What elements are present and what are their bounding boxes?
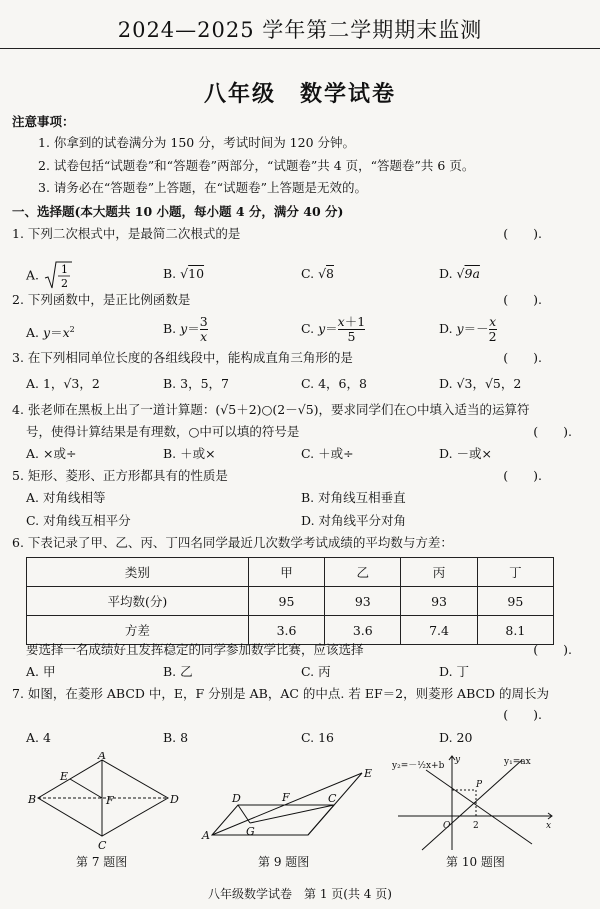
question-4-stem: 4. 张老师在黑板上出了一道计算题：(√5＋2)○(2－√5)，要求同学们在○中填入适当的运算符 [12, 402, 530, 417]
answer-paren: ( ). [503, 226, 542, 241]
figure-7-rhombus [20, 752, 190, 857]
q6-option-d: D. 丁 [439, 664, 470, 679]
q6-option-b: B. 乙 [163, 664, 193, 679]
question-6-stem: 6. 下表记录了甲、乙、丙、丁四名同学最近几次数学考试成绩的平均数与方差： [12, 535, 453, 550]
q7-option-a: A. 4 [26, 730, 51, 745]
answer-paren: ( ). [533, 424, 572, 439]
table-cell: 平均数(分) [27, 587, 249, 616]
equation-y2-label: y₂=－½x+b [392, 761, 445, 771]
q4-option-a: A. ×或÷ [26, 446, 77, 461]
table-cell: 方差 [27, 616, 249, 645]
notice-heading: 注意事项： [12, 114, 75, 129]
svg-text:D: D [170, 793, 179, 806]
equation-y1-label: y₁=ax [504, 757, 531, 767]
svg-text:C: C [98, 839, 107, 852]
table-cell: 93 [325, 587, 401, 616]
q6-option-a: A. 甲 [26, 664, 56, 679]
answer-paren: ( ). [503, 292, 542, 307]
q2-option-a: A. $y=x^2$ [26, 325, 75, 341]
table-row [27, 616, 554, 645]
svg-text:E: E [60, 770, 69, 783]
svg-text:P: P [476, 780, 483, 790]
question-3-stem: 3. 在下列相同单位长度的各组线段中，能构成直角三角形的是 [12, 350, 353, 365]
svg-text:x: x [546, 821, 552, 831]
svg-text:A: A [98, 752, 106, 762]
q5-option-b: B. 对角线互相垂直 [301, 490, 406, 505]
figure-9-diagram [200, 765, 375, 850]
question-6-line2: 要选择一名成绩好且发挥稳定的同学参加数学比赛，应该选择 ( ). [26, 642, 572, 657]
svg-text:D: D [232, 792, 241, 805]
svg-text:A: A [202, 829, 210, 842]
q2-option-c: C. y＝ $\frac{x+1}{5}$ [301, 314, 366, 344]
figure-10-caption: 第 10 题图 [446, 855, 505, 869]
answer-paren: ( ). [503, 707, 542, 722]
table-cell: 丁 [477, 558, 553, 587]
section-heading: 一、选择题(本大题共 10 小题，每小题 4 分，满分 40 分) [12, 204, 344, 219]
svg-text:C: C [328, 792, 337, 805]
table-cell: 乙 [325, 558, 401, 587]
q5-option-a: A. 对角线相等 [26, 490, 106, 505]
axis-tick-2: 2 [473, 821, 479, 831]
notice-item-1: 1. 你拿到的试卷满分为 150 分，考试时间为 120 分钟。 [38, 135, 356, 150]
exam-header-title: 2024—2025 学年第二学期期末监测 [117, 18, 483, 42]
page-footer: 八年级数学试卷 第 1 页(共 4 页) [208, 887, 392, 901]
table-cell: 93 [401, 587, 477, 616]
question-5-stem: 5. 矩形、菱形、正方形都具有的性质是 [12, 468, 228, 483]
q1-option-d: D. √9a [439, 266, 480, 281]
q1-option-a: A. 1 2 [26, 260, 73, 292]
table-cell: 类别 [27, 558, 249, 587]
svg-text:E: E [364, 767, 373, 780]
q7-option-b: B. 8 [163, 730, 189, 745]
table-row [27, 587, 554, 616]
figure-10-graph [392, 752, 562, 852]
q4-option-b: B. ＋或× [163, 446, 216, 461]
svg-text:F: F [106, 794, 114, 807]
notice-item-2: 2. 试卷包括“试题卷”和“答题卷”两部分，“试题卷”共 4 页，“答题卷”共 6 页。 [38, 158, 475, 173]
answer-paren: ( ). [533, 642, 572, 657]
sqrt-half-icon [43, 260, 73, 292]
q3-option-c: C. 4，6，8 [301, 376, 367, 391]
question-4-line2: 号，使得计算结果是有理数，○中可以填的符号是 ( ). [26, 424, 572, 439]
table-cell: 3.6 [248, 616, 324, 645]
table-cell: 95 [248, 587, 324, 616]
q4-option-d: D. －或× [439, 446, 492, 461]
q2-option-b: B. y＝ $\frac{3}{x}$ [163, 314, 208, 344]
header-divider [0, 48, 600, 49]
q2-option-d: D. y＝－ $\frac{x}{2}$ [439, 314, 497, 344]
q4-option-c: C. ＋或÷ [301, 446, 354, 461]
table-row [27, 558, 554, 587]
q3-option-a: A. 1，√3，2 [26, 376, 100, 391]
q3-option-b: B. 3，5，7 [163, 376, 229, 391]
q3-option-d: D. √3，√5，2 [439, 376, 522, 391]
svg-text:y: y [455, 755, 461, 765]
table-cell: 甲 [248, 558, 324, 587]
figure-7-caption: 第 7 题图 [76, 855, 128, 869]
q7-option-c: C. 16 [301, 730, 334, 745]
svg-text:1: 1 [61, 263, 68, 276]
question-2 [12, 292, 572, 308]
notice-item-3: 3. 请务必在“答题卷”上答题，在“试题卷”上答题是无效的。 [38, 180, 367, 195]
table-cell: 3.6 [325, 616, 401, 645]
q1-option-c: C. √8 [301, 266, 334, 281]
scores-table [26, 557, 554, 645]
table-cell: 丙 [401, 558, 477, 587]
svg-text:O: O [443, 821, 451, 831]
figure-9-caption: 第 9 题图 [258, 855, 310, 869]
table-cell: 95 [477, 587, 553, 616]
question-2-stem: 2. 下列函数中，是正比例函数是 [12, 292, 191, 307]
answer-paren: ( ). [503, 350, 542, 365]
paper-title: 八年级 数学试卷 [203, 81, 396, 107]
q7-option-d: D. 20 [439, 730, 473, 745]
svg-text:F: F [282, 791, 290, 804]
q6-option-c: C. 丙 [301, 664, 331, 679]
question-1-stem: 1. 下列二次根式中，是最简二次根式的是 [12, 226, 241, 241]
svg-text:B: B [28, 793, 37, 806]
answer-paren: ( ). [503, 468, 542, 483]
question-1 [12, 226, 572, 242]
q1-option-b: B. √10 [163, 266, 205, 281]
q5-option-c: C. 对角线互相平分 [26, 513, 131, 528]
svg-text:G: G [246, 825, 255, 838]
svg-text:2: 2 [61, 277, 68, 290]
q5-option-d: D. 对角线平分对角 [301, 513, 407, 528]
question-7-stem: 7. 如图，在菱形 ABCD 中，E，F 分别是 AB，AC 的中点. 若 EF＝2，则菱形 ABCD 的周长为 [12, 686, 550, 701]
question-5 [12, 468, 572, 484]
question-3 [12, 350, 572, 366]
table-cell: 8.1 [477, 616, 553, 645]
table-cell: 7.4 [401, 616, 477, 645]
